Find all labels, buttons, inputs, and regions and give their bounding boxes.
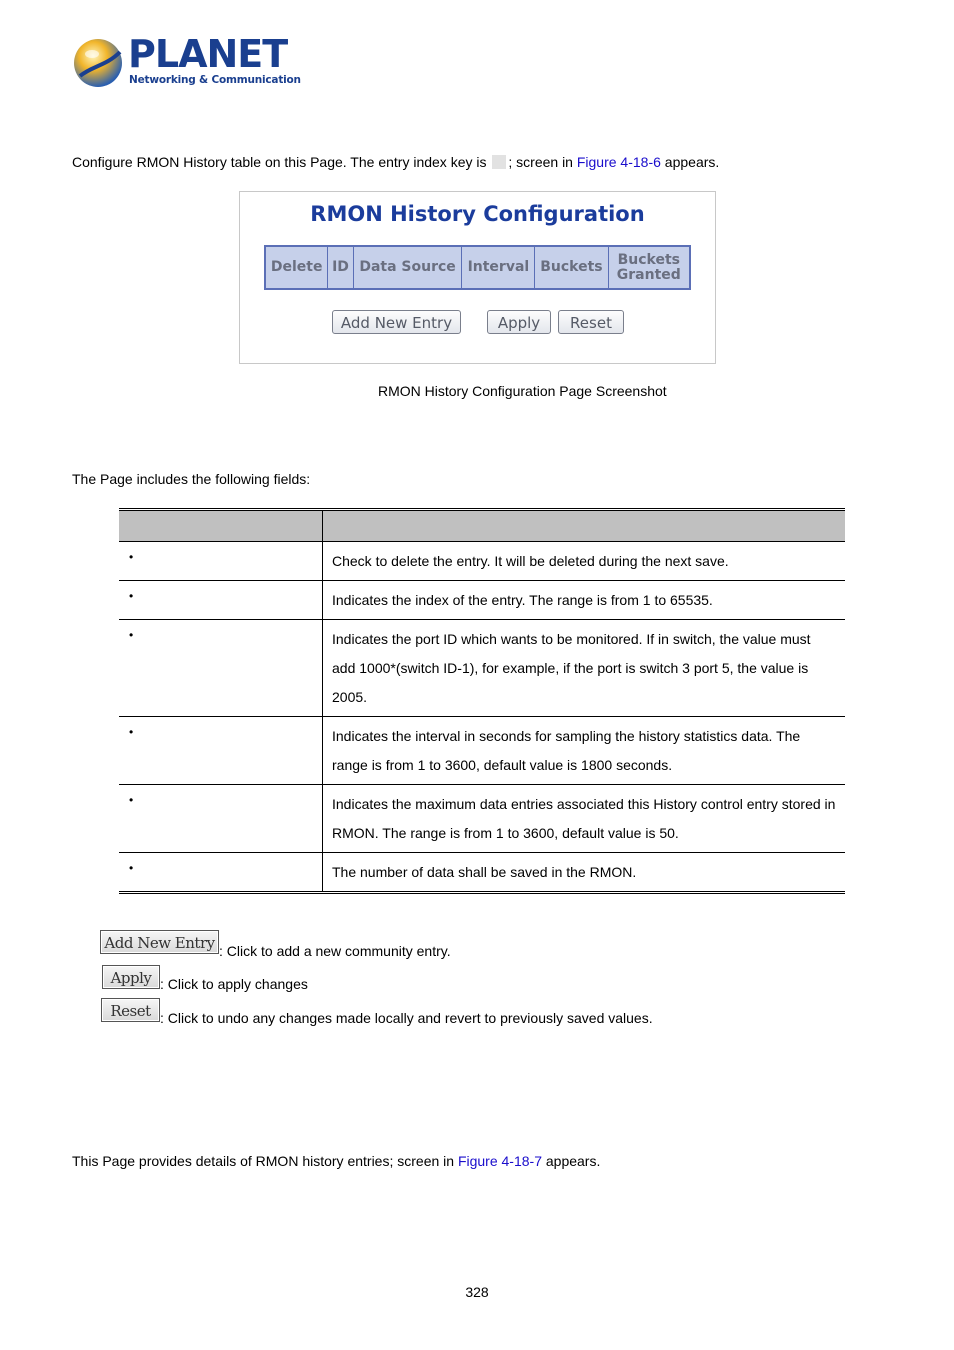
globe-icon [72, 36, 128, 92]
row-description: The number of data shall be saved in the RMON. [332, 864, 637, 880]
rmon-history-table [264, 245, 691, 290]
fields-table [119, 508, 845, 894]
legend-apply-label: Apply [103, 966, 159, 988]
legend-reset-desc: : Click to undo any changes made locally and revert to previously saved values. [160, 1010, 653, 1026]
row-description-line: range is from 1 to 3600, default value is 1800 seconds. [332, 757, 673, 773]
header-description [323, 510, 846, 542]
table-header-row [265, 246, 690, 289]
bullet: • [129, 861, 134, 875]
figure-link[interactable]: Figure 4-18-6 [576, 154, 661, 170]
bullet: • [129, 589, 134, 603]
legend-reset-label: Reset [102, 999, 159, 1021]
fields-intro: The Page includes the following fields: [72, 471, 311, 487]
table-row [119, 853, 845, 893]
table-row [119, 620, 845, 717]
row-description-line: add 1000*(switch ID-1), for example, if the port is switch 3 port 5, the value is [332, 660, 809, 676]
intro-text-end: appears. [660, 154, 720, 170]
add-new-entry-button[interactable]: Add New Entry [332, 310, 461, 334]
rmon-history-screenshot [239, 191, 716, 364]
row-description: Check to delete the entry. It will be deleted during the next save. [332, 553, 729, 569]
page-number: 328 [465, 1284, 489, 1300]
intro-text: Configure RMON History table on this Page. The entry index key is [72, 154, 491, 170]
col-buckets: Buckets [535, 246, 608, 289]
col-buckets-granted-line2: Granted [616, 266, 681, 283]
screenshot-title: RMON History Configuration [310, 202, 645, 226]
figure-caption: RMON History Configuration Page Screenshot [378, 383, 667, 399]
legend-apply-button[interactable] [102, 965, 160, 989]
legend-reset-button[interactable] [101, 998, 160, 1022]
outro-text-end: appears. [541, 1153, 601, 1169]
col-id: ID [328, 246, 353, 289]
row-description-line: RMON. The range is from 1 to 3600, default value is 50. [332, 825, 679, 841]
col-data-source: Data Source [353, 246, 462, 289]
col-buckets-granted-line1: Buckets [617, 251, 680, 268]
outro-text: This Page provides details of RMON history entries; screen in [72, 1153, 458, 1169]
row-description-line: Indicates the port ID which wants to be monitored. If in switch, the value must [332, 631, 811, 647]
header-object [119, 510, 323, 542]
table-row [119, 785, 845, 853]
reset-button[interactable]: Reset [558, 310, 624, 334]
row-description-line: 2005. [332, 689, 368, 705]
row-description-line: Indicates the interval in seconds for sampling the history statistics data. The [332, 728, 801, 744]
bullet: • [129, 793, 134, 807]
index-key-placeholder [492, 155, 506, 169]
table-row [119, 717, 845, 785]
figure-link[interactable]: Figure 4-18-7 [457, 1153, 542, 1169]
brand-tagline: Networking & Communication [129, 74, 301, 86]
intro-paragraph [72, 153, 719, 171]
col-interval: Interval [462, 246, 535, 289]
col-buckets-granted [608, 246, 690, 289]
brand-name: PLANET [128, 32, 288, 76]
legend-add-new-entry-desc: : Click to add a new community entry. [219, 943, 451, 959]
legend-add-new-entry-button[interactable] [100, 930, 219, 954]
bullet: • [129, 725, 134, 739]
legend-add-new-entry-label: Add New Entry [101, 931, 218, 953]
row-description-line: Indicates the maximum data entries associated this History control entry stored in [332, 796, 836, 812]
intro-text-middle: ; screen in [508, 154, 577, 170]
bullet: • [129, 550, 134, 564]
row-description: Indicates the index of the entry. The range is from 1 to 65535. [332, 592, 713, 608]
table-row [119, 581, 845, 620]
apply-button[interactable]: Apply [487, 310, 551, 334]
legend-apply-desc: : Click to apply changes [160, 976, 308, 992]
col-delete: Delete [265, 246, 328, 289]
table-row [119, 542, 845, 581]
bullet: • [129, 628, 134, 642]
fields-header-row [119, 510, 845, 542]
outro-paragraph [72, 1152, 600, 1170]
